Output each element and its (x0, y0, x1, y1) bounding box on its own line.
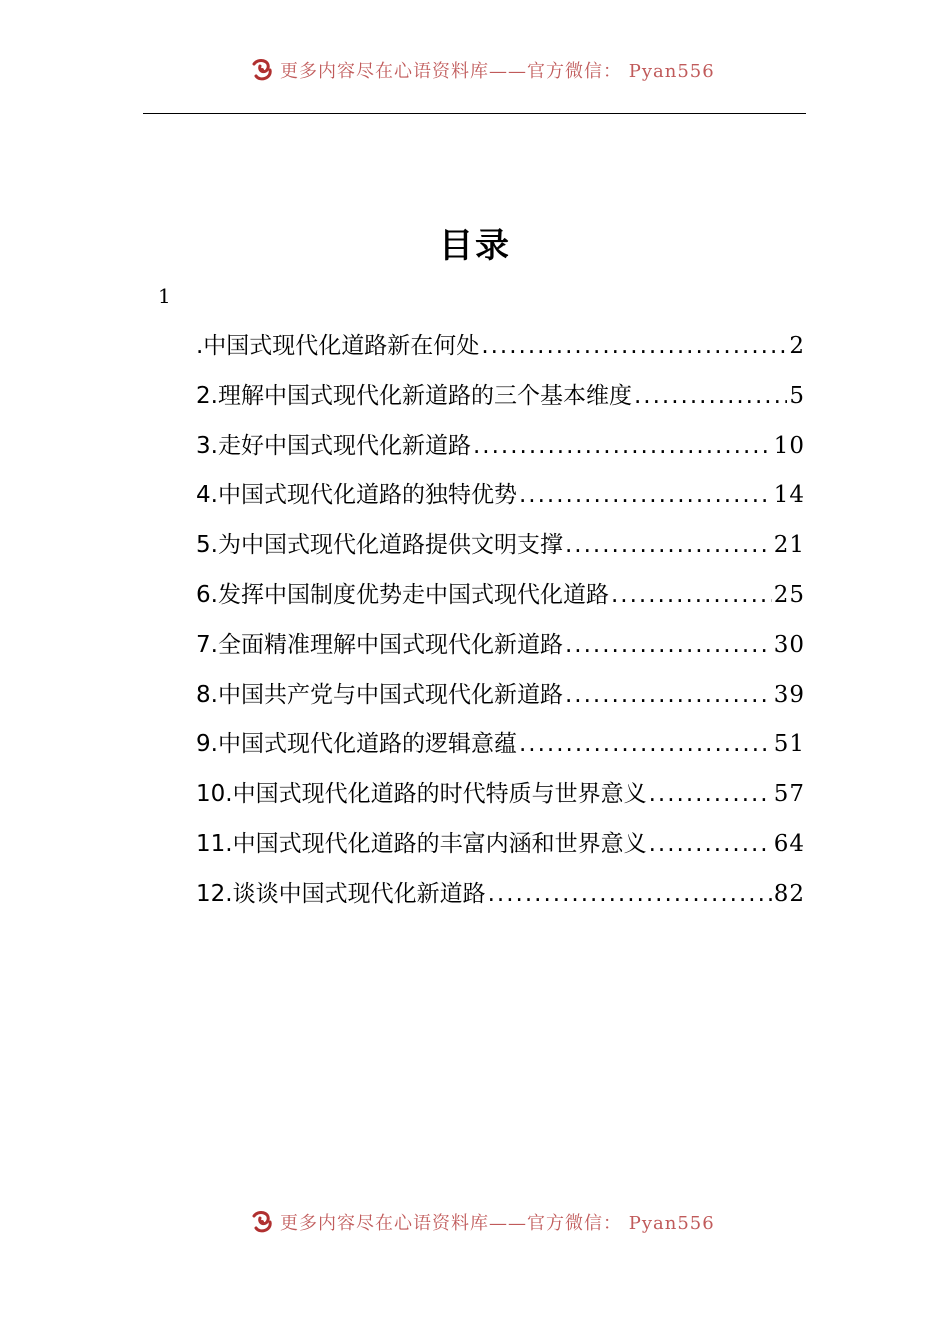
toc-page-number: 14 (773, 482, 805, 509)
toc-page-number: 5 (789, 382, 805, 409)
toc-dot-leader (649, 776, 772, 812)
toc-entry-label: 2.理解中国式现代化新道路的三个基本维度 (196, 382, 632, 409)
toc-page-number: 82 (773, 880, 805, 907)
toc-entry[interactable] (196, 378, 805, 428)
toc-dot-leader (519, 726, 772, 762)
toc-dot-leader (519, 477, 772, 513)
toc-entry-label: 9.中国式现代化道路的逻辑意蕴 (196, 731, 517, 758)
page-title: 目录 (439, 226, 511, 266)
toc-page-number: 10 (773, 432, 805, 459)
toc-entry[interactable] (196, 826, 805, 876)
toc-page-number: 57 (773, 781, 805, 808)
toc-entry[interactable] (196, 428, 805, 478)
toc-dot-leader (481, 328, 787, 364)
toc-page-number: 30 (773, 631, 805, 658)
toc-dot-leader (488, 876, 772, 912)
toc-page-number: 64 (773, 830, 805, 857)
toc-entry-label: 3.走好中国式现代化新道路 (196, 432, 471, 459)
toc-page-number: 25 (773, 581, 805, 608)
swirl-logo-icon (248, 1208, 276, 1236)
toc-entry[interactable] (196, 527, 805, 577)
toc-dot-leader (565, 527, 772, 563)
list-number: 1 (158, 284, 171, 308)
toc-entry-label: 12.谈谈中国式现代化新道路 (196, 880, 486, 907)
toc-dot-leader (634, 378, 787, 414)
toc-page-number: 21 (773, 532, 805, 559)
toc-entry-label: 5.为中国式现代化道路提供文明支撑 (196, 532, 563, 559)
toc-entry[interactable] (196, 726, 805, 776)
header-divider (143, 113, 806, 114)
header-watermark-banner (248, 56, 715, 84)
toc-dot-leader (611, 577, 772, 613)
toc-dot-leader (649, 826, 772, 862)
footer-banner-text: 更多内容尽在心语资料库——官方微信： Pyan556 (280, 1213, 715, 1234)
toc-entry[interactable] (196, 477, 805, 527)
toc-entry-label: .中国式现代化道路新在何处 (196, 333, 480, 359)
toc-entry[interactable] (196, 627, 805, 677)
toc-entry[interactable] (196, 677, 805, 727)
swirl-logo-icon (248, 56, 276, 84)
toc-entry-label: 6.发挥中国制度优势走中国式现代化道路 (196, 581, 609, 608)
toc-page-number: 51 (773, 731, 805, 758)
toc-entry-label: 11.中国式现代化道路的丰富内涵和世界意义 (196, 830, 647, 857)
toc-entry[interactable] (196, 577, 805, 627)
toc-entry-label: 7.全面精准理解中国式现代化新道路 (196, 631, 563, 658)
toc-entry-label: 4.中国式现代化道路的独特优势 (196, 482, 517, 509)
toc-page-number: 39 (773, 681, 805, 708)
toc-dot-leader (565, 627, 772, 663)
toc-entry[interactable] (196, 776, 805, 826)
toc-entry-label: 10.中国式现代化道路的时代特质与世界意义 (196, 781, 647, 808)
header-banner-text: 更多内容尽在心语资料库——官方微信： Pyan556 (280, 61, 715, 82)
toc-entry[interactable] (196, 876, 805, 926)
toc-dot-leader (565, 677, 772, 713)
table-of-contents (196, 328, 805, 926)
toc-entry-label: 8.中国共产党与中国式现代化新道路 (196, 681, 563, 708)
toc-page-number: 2 (789, 333, 805, 359)
toc-entry[interactable] (196, 328, 805, 378)
toc-dot-leader (473, 428, 772, 464)
footer-watermark-banner (248, 1208, 715, 1236)
